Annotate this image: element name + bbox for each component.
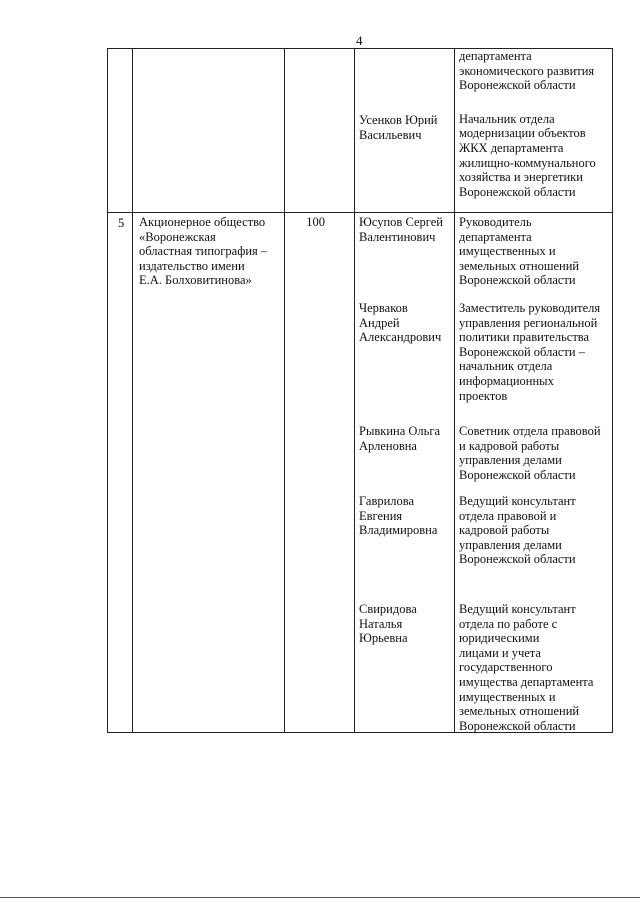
- member-positions-cell: [455, 213, 613, 733]
- member-name: Гаврилова Евгения Владимировна: [359, 494, 438, 538]
- member-position: Начальник отдела модернизации объектов ЖКХ департамента жилищно-коммунального хозяйства и энергетики Воронежской области: [459, 111, 596, 199]
- number-cell: [108, 49, 133, 213]
- member-name: Усенков Юрий Васильевич: [359, 113, 438, 142]
- member-position: Заместитель руководителя управления региональной политики правительства Воронежской области – начальник отдела информационных проектов: [459, 301, 601, 403]
- table-row: [108, 49, 613, 213]
- share-percent: 100: [285, 213, 355, 733]
- row-number: 5: [108, 213, 133, 733]
- member-position: Руководитель департамента имущественных и земельных отношений Воронежской области: [459, 215, 580, 288]
- member-position: Ведущий консультант отдела правовой и кадровой работы управления делами Воронежской области: [459, 494, 576, 567]
- member-name-cell: [355, 49, 455, 213]
- member-position-cell: [455, 49, 613, 213]
- share-cell: [285, 49, 355, 213]
- member-position: Ведущий консультант отдела по работе с юридическими лицами и учета государственного имущества департамента имущественных и земельных отношений Воронежской области: [459, 602, 594, 733]
- bottom-rule: [0, 897, 640, 898]
- organization-cell: [133, 49, 285, 213]
- organization-name: Акционерное общество «Воронежская областная типография – издательство имени Е.А. Болховитинова»: [133, 213, 285, 733]
- page-number: 4: [356, 33, 363, 48]
- table-row: [108, 213, 613, 733]
- member-name: Черваков Андрей Александрович: [359, 301, 442, 345]
- member-position: Советник отдела правовой и кадровой работы управления делами Воронежской области: [459, 424, 601, 482]
- member-name: Рывкина Ольга Арленовна: [359, 424, 441, 453]
- member-position: департамента экономического развития Воронежской области: [459, 49, 595, 93]
- member-name: Юсупов Сергей Валентинович: [359, 215, 443, 244]
- members-table: [107, 48, 613, 733]
- member-names-cell: [355, 213, 455, 733]
- member-name: Свиридова Наталья Юрьевна: [359, 602, 417, 646]
